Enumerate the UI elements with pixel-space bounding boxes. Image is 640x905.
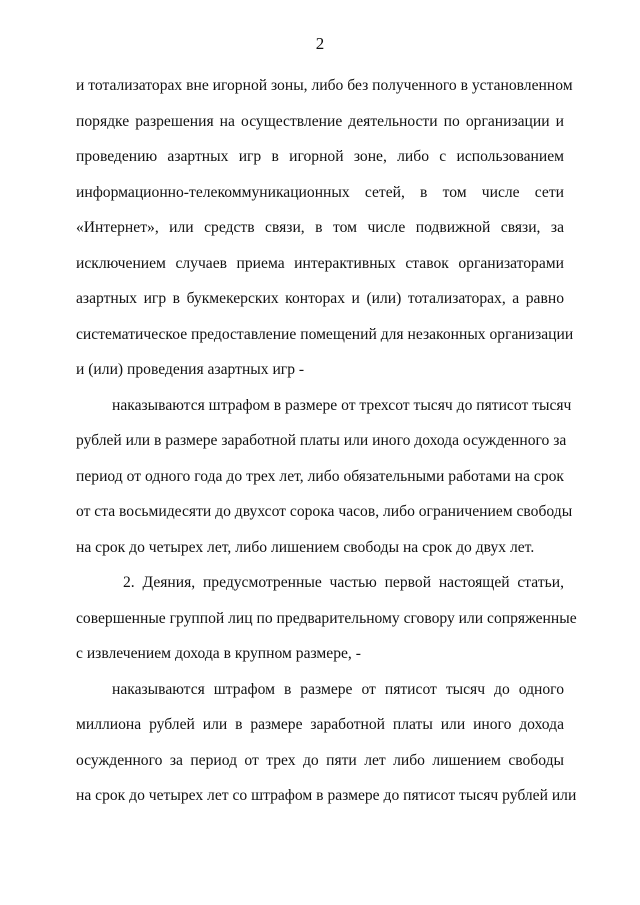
text-line: «Интернет», или средств связи, в том числе подвижной связи, за <box>76 219 564 236</box>
text-line: 2. Деяния, предусмотренные частью первой настоящей статьи, <box>123 574 564 591</box>
text-line: с извлечением дохода в крупном размере, - <box>76 645 361 662</box>
text-line: рублей или в размере заработной платы или иного дохода осужденного за <box>76 432 567 449</box>
text-line: и (или) проведения азартных игр - <box>76 361 305 378</box>
text-line: от ста восьмидесяти до двухсот сорока часов, либо ограничением свободы <box>76 503 573 520</box>
text-line: наказываются штрафом в размере от трехсот тысяч до пятисот тысяч <box>112 396 572 414</box>
text-line: исключением случаев приема интерактивных ставок организаторами <box>76 254 564 272</box>
text-line: осужденного за период от трех до пяти лет либо лишением свободы <box>76 751 564 769</box>
page-number: 2 <box>315 34 325 53</box>
text-line: период от одного года до трех лет, либо обязательными работами на срок <box>76 467 564 485</box>
document-body <box>76 68 577 814</box>
text-line: миллиона рублей или в размере заработной платы или иного дохода <box>76 716 564 733</box>
text-line: порядке разрешения на осуществление деятельности по организации и <box>76 112 564 130</box>
text-line: и тотализаторах вне игорной зоны, либо без полученного в установленном <box>76 77 573 94</box>
text-line: совершенные группой лиц по предварительному сговору или сопряженные <box>76 609 577 627</box>
text-line: на срок до четырех лет, либо лишением свободы на срок до двух лет. <box>76 538 535 556</box>
text-line: систематическое предоставление помещений для незаконных организации <box>76 325 574 343</box>
text-line: на срок до четырех лет со штрафом в размере до пятисот тысяч рублей или <box>76 787 577 804</box>
text-line: информационно-телекоммуникационных сетей, в том числе сети <box>76 183 564 201</box>
text-line: азартных игр в букмекерских конторах и (или) тотализаторах, а равно <box>76 290 564 307</box>
text-line: наказываются штрафом в размере от пятисот тысяч до одного <box>112 680 564 698</box>
text-line: проведению азартных игр в игорной зоне, либо с использованием <box>76 148 564 165</box>
